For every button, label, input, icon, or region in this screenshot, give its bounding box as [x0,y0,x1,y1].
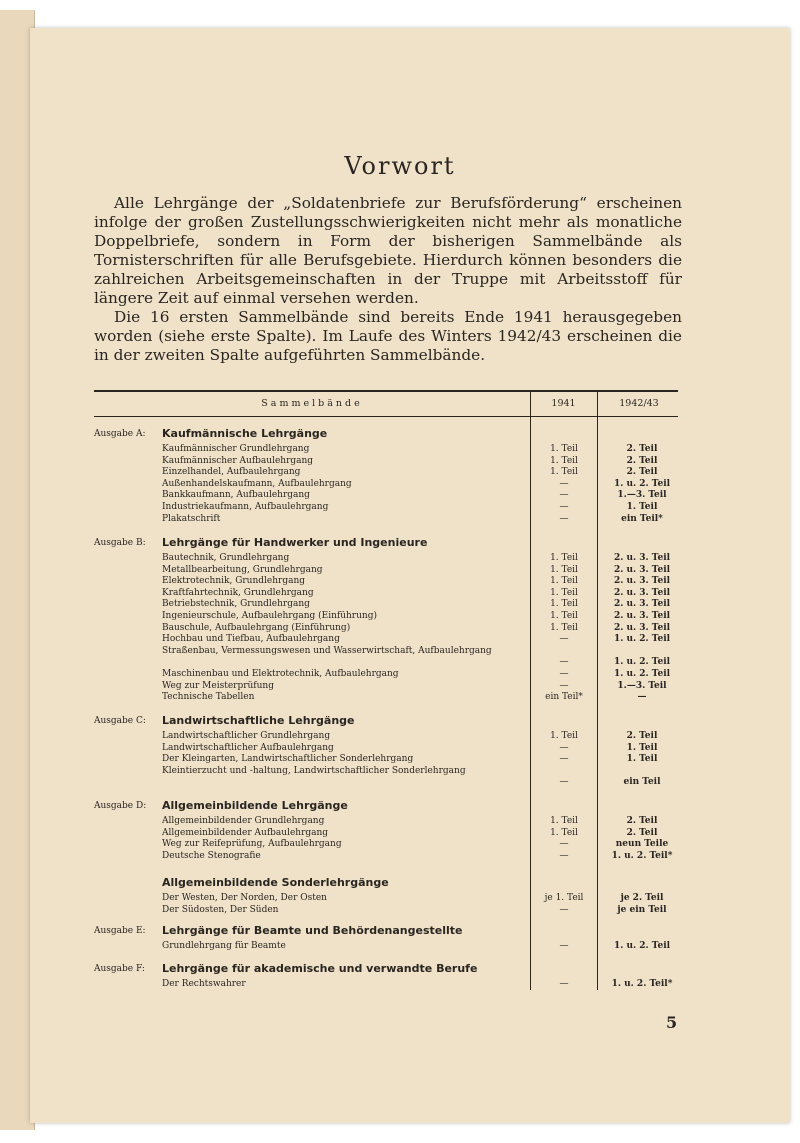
table-cell-1942-43: 1. Teil [626,754,658,765]
group-title: Allgemeinbildende Sonderlehrgänge [162,876,389,889]
table-row-title: Bauschule, Aufbaulehrgang (Einführung) [162,622,351,633]
table-row-title: Hochbau und Tiefbau, Aufbaulehrgang [162,634,340,645]
table-cell-1942-43: 2. Teil [626,827,658,838]
table-cell-1941: — [559,777,569,788]
table-cell-1942-43: 1. u. 2. Teil [613,657,671,668]
table-cell-1941: 1. Teil [550,564,578,575]
table-row-title: Weg zur Meisterprüfung [162,680,274,691]
table-cell-1942-43: je ein Teil [617,904,667,915]
table-cell-1941: 1. Teil [550,611,578,621]
table-row-title: Straßenbau, Vermessungswesen und Wasserwirtschaft, Aufbaulehrgang [162,645,492,656]
table-cell-1942-43: 2. u. 3. Teil [613,622,671,633]
group-title: Allgemeinbildende Lehrgänge [162,799,348,812]
table-header-sammelbaende: Sammelbände [261,398,363,409]
table-row-title: Der Kleingarten, Landwirtschaftlicher Sonderlehrgang [162,754,414,765]
table-row-title: Landwirtschaftlicher Grundlehrgang [162,731,331,741]
table-cell-1942-43: 2. u. 3. Teil [613,611,671,621]
table-header-1942-43: 1942/43 [619,398,659,409]
table-cell-1941: — [559,513,569,524]
table-row-title: Außenhandelskaufmann, Aufbaulehrgang [162,478,352,489]
table-cell-1941: 1. Teil [550,467,578,478]
table-top-rule [94,390,678,392]
table-cell-1941: — [559,941,569,951]
table-row-title: Kleintierzucht und -haltung, Landwirtschaftlicher Sonderlehrgang [162,765,466,776]
foreword-text [94,194,682,365]
table-cell-1942-43: neun Teile [615,839,669,850]
table-cell-1942-43: ein Teil [623,777,661,788]
table-cell-1941: — [559,634,569,645]
table-cell-1941: 1. Teil [550,444,578,454]
table-row-title: Der Südosten, Der Süden [162,904,279,915]
table-cell-1942-43: 1. u. 2. Teil [613,669,671,679]
table-row-title: Metallbearbeitung, Grundlehrgang [162,564,323,575]
table-row-title: Bautechnik, Grundlehrgang [162,553,290,563]
table-row-title: Landwirtschaftlicher Aufbaulehrgang [162,742,334,753]
table-cell-1942-43: 2. u. 3. Teil [613,564,671,575]
table-cell-1941: — [559,850,569,861]
table-cell-1941: — [559,904,569,915]
table-cell-1941: — [559,979,569,989]
table-cell-1941: 1. Teil [550,816,578,826]
table-cell-1942-43: 2. Teil [626,731,658,741]
table-row-title: Industriekaufmann, Aufbaulehrgang [162,502,329,512]
table-cell-1942-43: 2. u. 3. Teil [613,587,671,598]
table-header-1941: 1941 [551,398,576,409]
group-label: Ausgabe C: [94,716,146,726]
page-number: 5 [666,1013,678,1032]
table-cell-1942-43: 2. u. 3. Teil [613,599,671,610]
table-row-title: Kaufmännischer Aufbaulehrgang [162,455,314,466]
table-cell-1942-43: 1. u. 2. Teil* [611,979,673,989]
group-title: Kaufmännische Lehrgänge [162,427,328,440]
table-cell-1942-43: 2. u. 3. Teil [613,576,671,587]
foreword-paragraph-2: Die 16 ersten Sammelbände sind bereits Ende 1941 herausgegeben worden (siehe erste Spalte). Im Laufe des Winters 1942/43 erscheinen die in der zweiten Spalte aufgeführten Sammelbände. [94,308,682,364]
table-cell-1942-43: 1. u. 2. Teil [613,634,671,645]
table-row-title: Einzelhandel, Aufbaulehrgang [162,467,301,478]
group-title: Lehrgänge für Beamte und Behördenangestellte [162,924,463,937]
foreword-paragraph-1: Alle Lehrgänge der „Soldatenbriefe zur Berufsförderung“ erscheinen infolge der großen Zustellungsschwierigkeiten nicht mehr als monatliche Doppelbriefe, sondern in Form der bisherigen Sammelbände als Tornisterschriften für alle Berufsgebiete. Hierdurch können besonders die zahlreichen Arbeitsgemeinschaften in der Truppe mit Arbeitsstoff für längere Zeit auf einmal versehen werden. [94,194,682,307]
table-cell-1942-43: 2. u. 3. Teil [613,553,671,563]
group-label: Ausgabe D: [94,801,147,811]
table-header-rule [94,416,678,417]
table-cell-1942-43: 1. u. 2. Teil [613,941,671,951]
table-cell-1942-43: 2. Teil [626,444,658,454]
table-row-title: Der Westen, Der Norden, Der Osten [162,893,327,903]
table-cell-1941: — [559,742,569,753]
table-cell-1942-43: 1. Teil [626,502,658,512]
table-cell-1941: 1. Teil [550,587,578,598]
table-cell-1941: je 1. Teil [544,893,584,903]
table-cell-1942-43: — [637,692,647,703]
table-cell-1941: — [559,490,569,501]
table-row-title: Maschinenbau und Elektrotechnik, Aufbaulehrgang [162,669,399,679]
table-row-title: Technische Tabellen [162,692,255,703]
table-cell-1941: — [559,839,569,850]
table-cell-1941: — [559,502,569,512]
table-row-title: Weg zur Reifeprüfung, Aufbaulehrgang [162,839,342,850]
table-cell-1941: — [559,680,569,691]
table-row-title: Bankkaufmann, Aufbaulehrgang [162,490,310,501]
table-cell-1942-43: 2. Teil [626,467,658,478]
group-title: Lehrgänge für akademische und verwandte Berufe [162,962,478,975]
table-cell-1941: 1. Teil [550,576,578,587]
table-cell-1941: — [559,478,569,489]
table-row-title: Ingenieurschule, Aufbaulehrgang (Einführung) [162,611,377,621]
table-cell-1942-43: 1.—3. Teil [617,490,667,501]
group-title: Landwirtschaftliche Lehrgänge [162,714,355,727]
table-cell-1942-43: 1.—3. Teil [617,680,667,691]
table-cell-1941: 1. Teil [550,455,578,466]
table-cell-1942-43: 1. Teil [626,742,658,753]
table-cell-1942-43: 2. Teil [626,816,658,826]
table-cell-1941: — [559,657,569,668]
table-cell-1941: 1. Teil [550,553,578,563]
group-label: Ausgabe A: [94,429,146,439]
page-title: Vorwort [344,152,456,180]
table-cell-1942-43: 1. u. 2. Teil* [611,850,673,861]
table-row-title: Kraftfahrtechnik, Grundlehrgang [162,587,314,598]
table-cell-1941: ein Teil* [545,692,583,703]
group-label: Ausgabe E: [94,926,146,936]
table-cell-1941: 1. Teil [550,599,578,610]
group-label: Ausgabe F: [94,964,145,974]
table-cell-1941: 1. Teil [550,827,578,838]
table-row-title: Allgemeinbildender Aufbaulehrgang [162,827,329,838]
table-cell-1941: — [559,669,569,679]
table-row-title: Grundlehrgang für Beamte [162,941,286,951]
table-cell-1941: 1. Teil [550,622,578,633]
table-cell-1942-43: je 2. Teil [620,893,664,903]
table-cell-1942-43: 1. u. 2. Teil [613,478,671,489]
table-cell-1941: — [559,754,569,765]
table-cell-1942-43: ein Teil* [621,513,663,524]
table-row-title: Betriebstechnik, Grundlehrgang [162,599,310,610]
table-row-title: Allgemeinbildender Grundlehrgang [162,816,325,826]
table-row-title: Plakatschrift [162,513,221,524]
table-cell-1942-43: 2. Teil [626,455,658,466]
table-row-title: Elektrotechnik, Grundlehrgang [162,576,306,587]
group-title: Lehrgänge für Handwerker und Ingenieure [162,536,428,549]
table-column-divider-2 [597,390,598,990]
table-row-title: Deutsche Stenografie [162,850,261,861]
table-row-title: Kaufmännischer Grundlehrgang [162,444,310,454]
table-cell-1941: 1. Teil [550,731,578,741]
table-row-title: Der Rechtswahrer [162,979,246,989]
group-label: Ausgabe B: [94,538,146,548]
